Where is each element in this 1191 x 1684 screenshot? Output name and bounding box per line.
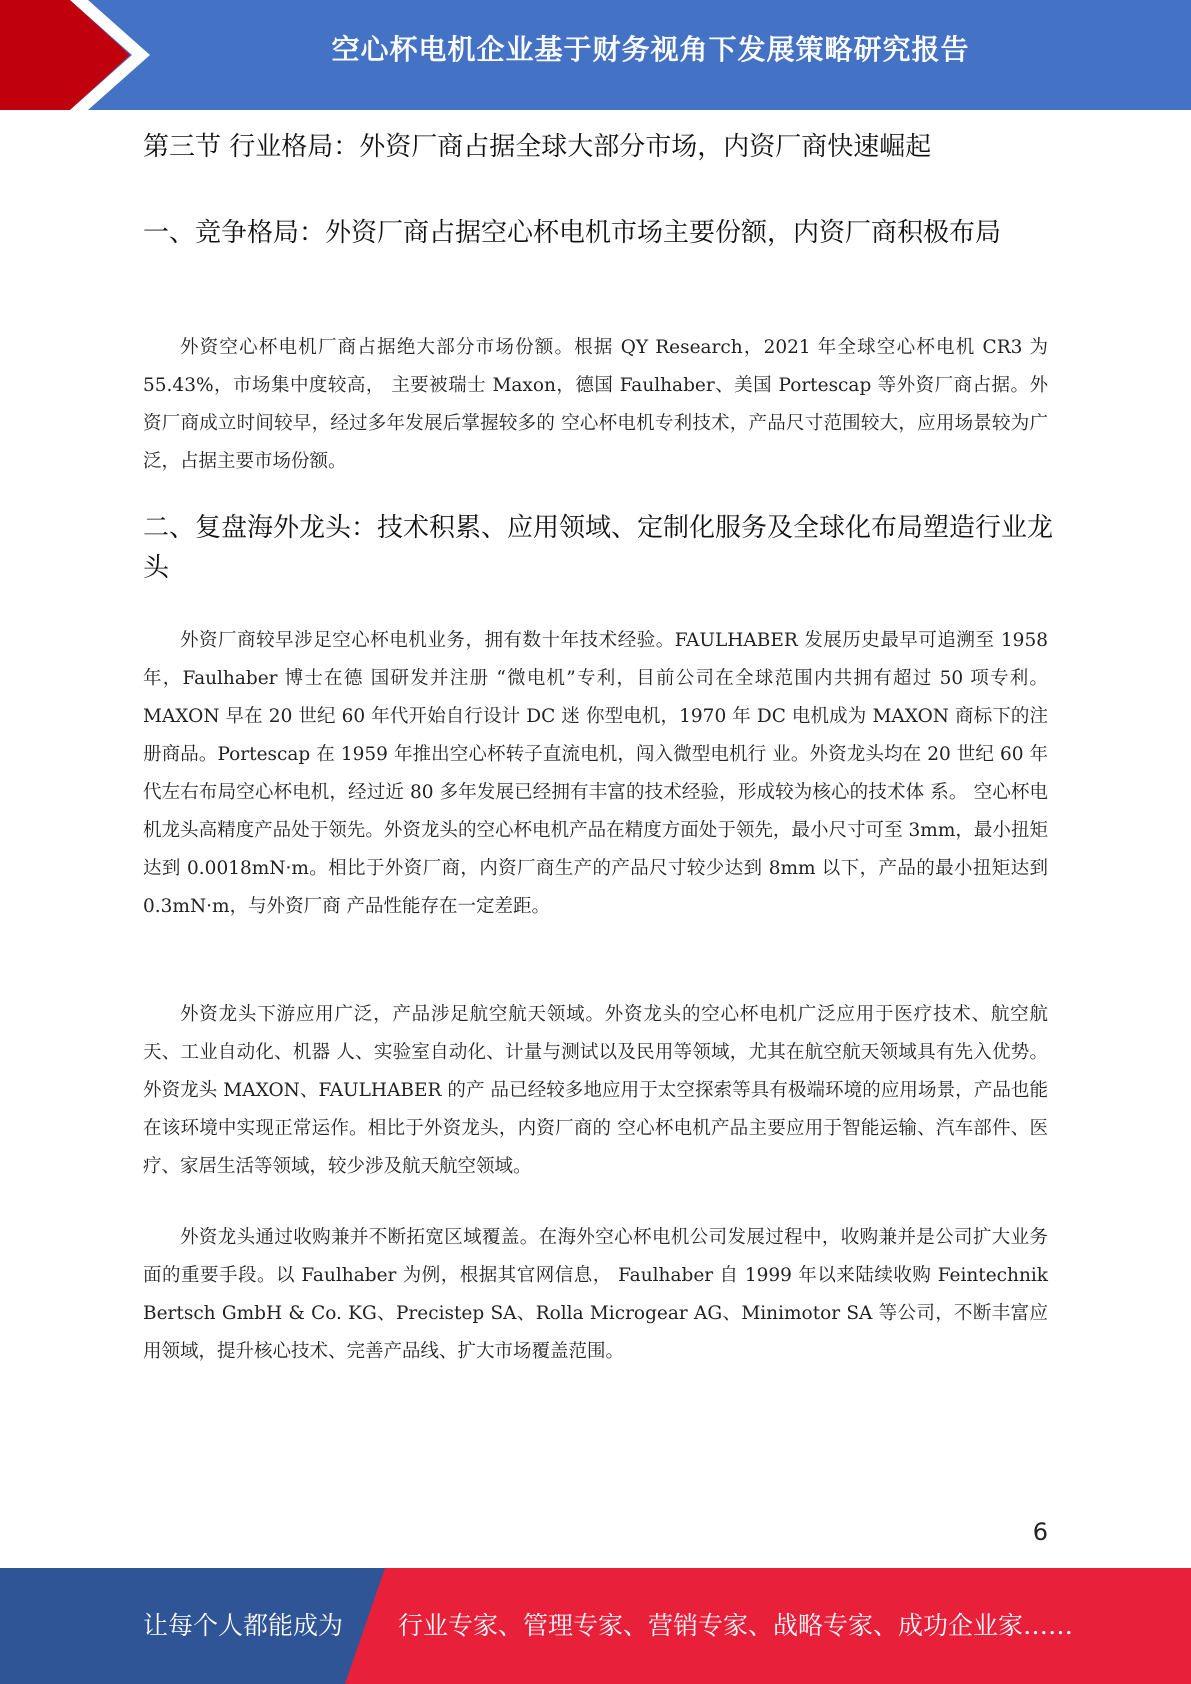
footer-slogan-right: 行业专家、管理专家、营销专家、战略专家、成功企业家…… xyxy=(398,1611,1074,1640)
report-header xyxy=(0,0,1191,110)
footer-slogan-left: 让每个人都能成为 xyxy=(143,1611,344,1640)
paragraph-acquisitions: 外资龙头通过收购兼并不断拓宽区域覆盖。在海外空心杯电机公司发展过程中，收购兼并是公司扩大业务面的重要手段。以 Faulhaber 为例，根据其官网信息， Faulhaber 自 1999 年以来陆续收购 Feintechnik Bertsch GmbH & Co. KG、Precistep SA、Rolla Microgear AG、Minimotor SA 等公司，不断丰富应用领域，提升核心技术、完善产品线、扩大市场覆盖范围。 xyxy=(143,1227,1048,1362)
report-footer xyxy=(0,1568,1191,1684)
report-title: 空心杯电机企业基于财务视角下发展策略研究报告 xyxy=(331,33,970,66)
paragraph-technology: 外资厂商较早涉足空心杯电机业务，拥有数十年技术经验。FAULHABER 发展历史最早可追溯至 1958 年，Faulhaber 博士在德 国研发并注册 “微电机”专利，目前公司在全球范围内共拥有超过 50 项专利。MAXON 早在 20 世纪 60 年代开始自行设计 DC 迷 你型电机，1970 年 DC 电机成为 MAXON 商标下的注册商品。Portescap 在 1959 年推出空心杯转子直流电机，闯入微型电机行 业。外资龙头均在 20 世纪 60 年代左右布局空心杯电机，经过近 80 多年发展已经拥有丰富的技术经验，形成较为核心的技术体 系。 空心杯电机龙头高精度产品处于领先。外资龙头的空心杯电机产品在精度方面处于领先，最小尺寸可至 3mm，最小扭矩达到 0.0018mN·m。相比于外资厂商，内资厂商生产的产品尺寸较少达到 8mm 以下，产品的最小扭矩达到 0.3mN·m，与外资厂商 产品性能存在一定差距。 xyxy=(143,630,1048,917)
paragraph-competition: 外资空心杯电机厂商占据绝大部分市场份额。根据 QY Research，2021 年全球空心杯电机 CR3 为 55.43%，市场集中度较高， 主要被瑞士 Maxon，德国 Faulhaber、美国 Portescap 等外资厂商占据。外资厂商成立时间较早，经过多年发展后掌握较多的 空心杯电机专利技术，产品尺寸范围较大，应用场景较为广泛，占据主要市场份额。 xyxy=(143,337,1048,472)
section-heading: 第三节 行业格局：外资厂商占据全球大部分市场，内资厂商快速崛起 xyxy=(143,132,932,162)
subsection-heading-2: 二、复盘海外龙头：技术积累、应用领域、定制化服务及全球化布局塑造行业龙头 xyxy=(143,513,1054,583)
page-number: 6 xyxy=(1032,1518,1048,1546)
paragraph-applications: 外资龙头下游应用广泛，产品涉足航空航天领域。外资龙头的空心杯电机广泛应用于医疗技术、航空航天、工业自动化、机器 人、实验室自动化、计量与测试以及民用等领域，尤其在航空航天领域具有先入优势。外资龙头 MAXON、FAULHABER 的产 品已经较多地应用于太空探索等具有极端环境的应用场景，产品也能在该环境中实现正常运作。相比于外资龙头，内资厂商的 空心杯电机产品主要应用于智能运输、汽车部件、医疗、家居生活等领域，较少涉及航天航空领域。 xyxy=(143,1004,1048,1177)
subsection-heading-1: 一、竞争格局：外资厂商占据空心杯电机市场主要份额，内资厂商积极布局 xyxy=(143,218,1002,248)
